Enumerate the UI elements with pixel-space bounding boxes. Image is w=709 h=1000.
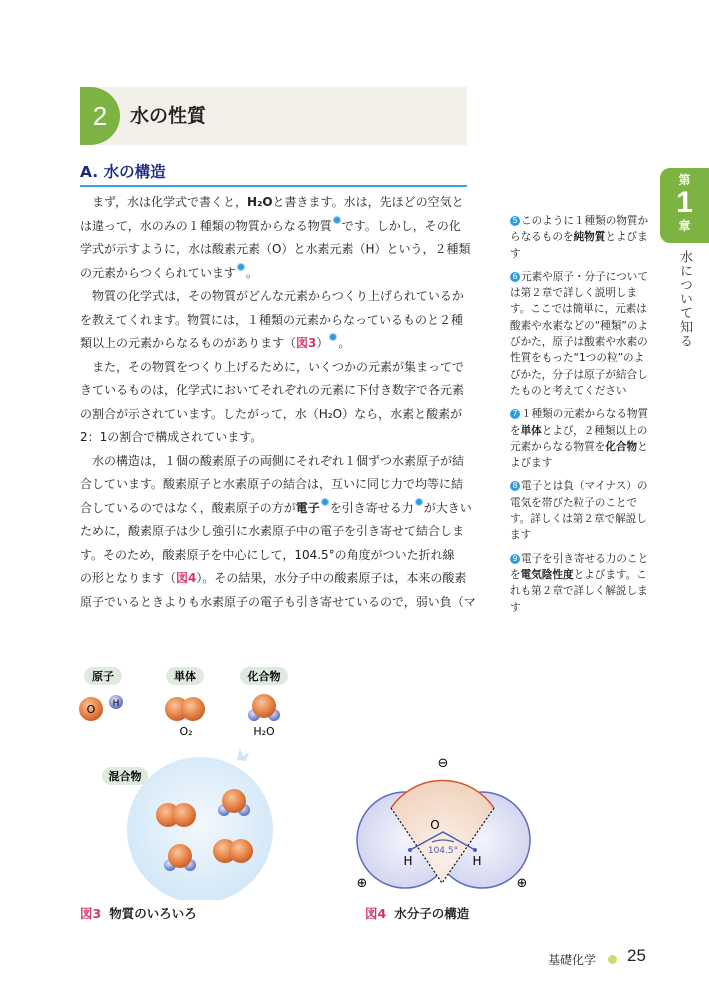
plus-sign-left: ⊕ — [356, 876, 368, 891]
o2-label: O₂ — [179, 725, 193, 738]
text-run: まず，水は化学式で書くと， — [80, 195, 248, 209]
bold-term: 純物質 — [573, 231, 606, 244]
body-line — [80, 520, 480, 544]
text-run: 2：1の割合で構成されています。 — [80, 430, 263, 444]
text-run: このように１種類の物質からなるものを — [510, 215, 649, 244]
bold-term: 化合物 — [605, 440, 638, 453]
label-atom: 原子 — [92, 670, 114, 683]
text-run: とよびます。これも第２章で詳しく解説します — [510, 568, 648, 614]
text-run: は違って，水のみの１種類の物質からなる物質 — [80, 218, 332, 233]
body-line — [80, 544, 480, 568]
subsection-title: A. 水の構造 — [80, 160, 467, 187]
hydrogen-atom — [109, 695, 123, 709]
note-number-icon: 8 — [510, 481, 520, 491]
bold-term: 電気陰性度 — [520, 568, 574, 581]
note-number-icon: 5 — [510, 216, 520, 226]
section-header — [80, 87, 467, 145]
oxygen-label: O — [430, 818, 440, 832]
body-line — [80, 262, 480, 286]
body-line — [80, 473, 480, 497]
text-run: を教えてくれます。物質には，１種類の元素からなっているものと２種 — [80, 312, 464, 327]
label-element-pill — [166, 667, 204, 685]
figure-3-illustration — [60, 655, 350, 900]
mixture-container — [127, 757, 273, 900]
section-number: 2 — [80, 87, 120, 145]
mixture-o2 — [213, 839, 253, 863]
note-marker-icon — [321, 498, 329, 506]
h2o-label: H₂O — [253, 725, 275, 738]
footer-book-title: 基礎化学 — [548, 953, 597, 967]
text-run: の形となります（ — [80, 571, 177, 585]
text-run: 合しています。酸素原子と水素原子の結合は，互いに同じ力で均等に結 — [80, 477, 464, 491]
body-line — [80, 285, 480, 309]
body-line — [80, 238, 480, 262]
side-note — [510, 406, 650, 471]
text-run: とよび，２種類以上の元素からなる物質を — [510, 424, 648, 453]
text-run: ）。その結果，水分子中の酸素原子は，本来の酸素 — [196, 571, 467, 585]
bold-term: 電子 — [295, 500, 320, 515]
text-run: 。 — [338, 336, 351, 350]
chapter-name: 水について知る — [677, 250, 692, 348]
side-note — [510, 478, 650, 543]
body-line — [80, 403, 480, 427]
text-run: 水の構造は，１個の酸素原子の両側にそれぞれ１個ずつ水素原子が結 — [80, 453, 465, 468]
hydrogen-label-left: H — [403, 854, 413, 868]
text-run: きているものは，化学式においてそれぞれの元素に下付き数字で各元素 — [80, 383, 465, 397]
text-run: 。 — [245, 265, 258, 280]
body-line — [80, 379, 480, 403]
bold-term: H₂O — [247, 195, 273, 209]
text-run: です。しかし，その化 — [341, 218, 461, 233]
svg-text:混合物: 混合物 — [108, 770, 142, 783]
body-line — [80, 497, 480, 521]
text-run: の元素からつくられています — [80, 265, 236, 280]
body-line — [80, 426, 480, 450]
body-line — [80, 356, 480, 380]
text-run: と書きます。水は，先ほどの空気と — [272, 195, 464, 209]
text-run: ために，酸素原子は少し強引に水素原子中の電子を引き寄せて結合しま — [80, 524, 465, 538]
note-marker-icon — [329, 333, 337, 341]
label-compound-pill — [240, 667, 288, 685]
text-run: １種類の元素からなる物質を — [510, 408, 649, 437]
text-run: 元素や原子・分子については第２章で詳しく説明します。ここでは簡単に，元素は酸素や水素などの“種類”のよびかた，原子は酸素や水素の性質をもった“1つの粒”のよびかた，分子は原子が結合したものと考えてください — [510, 270, 649, 397]
note-number-icon: 7 — [510, 409, 520, 419]
text-run: を引き寄せる力 — [329, 500, 414, 515]
side-note — [510, 213, 650, 262]
side-note — [510, 269, 650, 399]
angle-label: 104.5° — [427, 846, 459, 856]
note-number-icon: 6 — [510, 272, 520, 282]
text-run: 合しているのではなく，酸素原子の方が — [80, 500, 296, 515]
body-line — [80, 215, 480, 239]
footer-dot-icon — [608, 955, 617, 964]
body-line — [80, 332, 480, 356]
svg-text:H: H — [112, 699, 120, 709]
svg-text:O: O — [86, 703, 96, 716]
text-run: また，その物質をつくり上げるために，いくつかの元素が集まってで — [80, 359, 465, 374]
body-line — [80, 450, 480, 474]
body-line — [80, 591, 480, 615]
oxygen-atom — [79, 697, 103, 721]
text-run: 電子を引き寄せる力のことを — [510, 552, 649, 581]
chapter-prefix: 第 — [678, 173, 691, 187]
chapter-suffix: 章 — [678, 219, 691, 233]
text-run: の割合が示されています。したがって，水（H₂O）なら，水素と酸素が — [80, 406, 463, 421]
label-mixture-pill — [102, 767, 148, 785]
section-title: 水の性質 — [130, 105, 207, 127]
text-run: 学式が示すように，水は酸素元素（O）と水素元素（H）という，２種類 — [80, 242, 471, 256]
figure-reference[interactable]: 図3 — [296, 336, 317, 350]
body-line — [80, 567, 480, 591]
figure-4-diagram — [350, 745, 550, 895]
figure-4-caption: 図4 水分子の構造 — [365, 906, 470, 921]
plus-sign-right: ⊕ — [516, 876, 528, 891]
o2-molecule — [165, 697, 205, 721]
text-run: す。そのため，酸素原子を中心にして，104.5°の角度がついた折れ線 — [80, 547, 455, 562]
bold-term: 単体 — [520, 424, 542, 437]
minus-sign: ⊖ — [437, 756, 449, 771]
hydrogen-label-right: H — [472, 854, 482, 868]
side-note — [510, 551, 650, 616]
figure-3-caption: 図3 物質のいろいろ — [80, 906, 197, 921]
body-line — [80, 191, 480, 215]
label-atom-pill — [84, 667, 122, 685]
note-marker-icon — [237, 263, 245, 271]
note-marker-icon — [415, 498, 423, 506]
text-run: ） — [316, 336, 329, 350]
note-number-icon: 9 — [510, 554, 520, 564]
text-run: とよびます — [510, 231, 648, 260]
chapter-tab[interactable] — [660, 168, 709, 243]
chapter-number: 1 — [676, 186, 693, 219]
text-run: 物質の化学式は，その物質がどんな元素からつくり上げられているか — [80, 289, 464, 303]
h2o-molecule — [248, 694, 280, 721]
text-run: 類以上の元素からなるものがあります（ — [80, 336, 297, 350]
figure-reference[interactable]: 図4 — [176, 571, 197, 585]
note-marker-icon — [333, 216, 341, 224]
body-line — [80, 309, 480, 333]
body-text — [80, 191, 480, 614]
label-compound: 化合物 — [247, 670, 281, 683]
text-run: とよびます — [510, 440, 648, 470]
page-number: 25 — [627, 946, 646, 965]
label-element: 単体 — [174, 670, 196, 683]
text-run: 電子とは負（マイナス）の電気を帯びた粒子のことです。詳しくは第２章で解説します — [510, 480, 648, 542]
mixture-o2 — [156, 803, 196, 827]
side-notes — [510, 213, 650, 623]
text-run: が大きい — [423, 500, 472, 515]
text-run: 原子でいるときよりも水素原子の電子も引き寄せているので，弱い負（マ — [80, 594, 476, 609]
